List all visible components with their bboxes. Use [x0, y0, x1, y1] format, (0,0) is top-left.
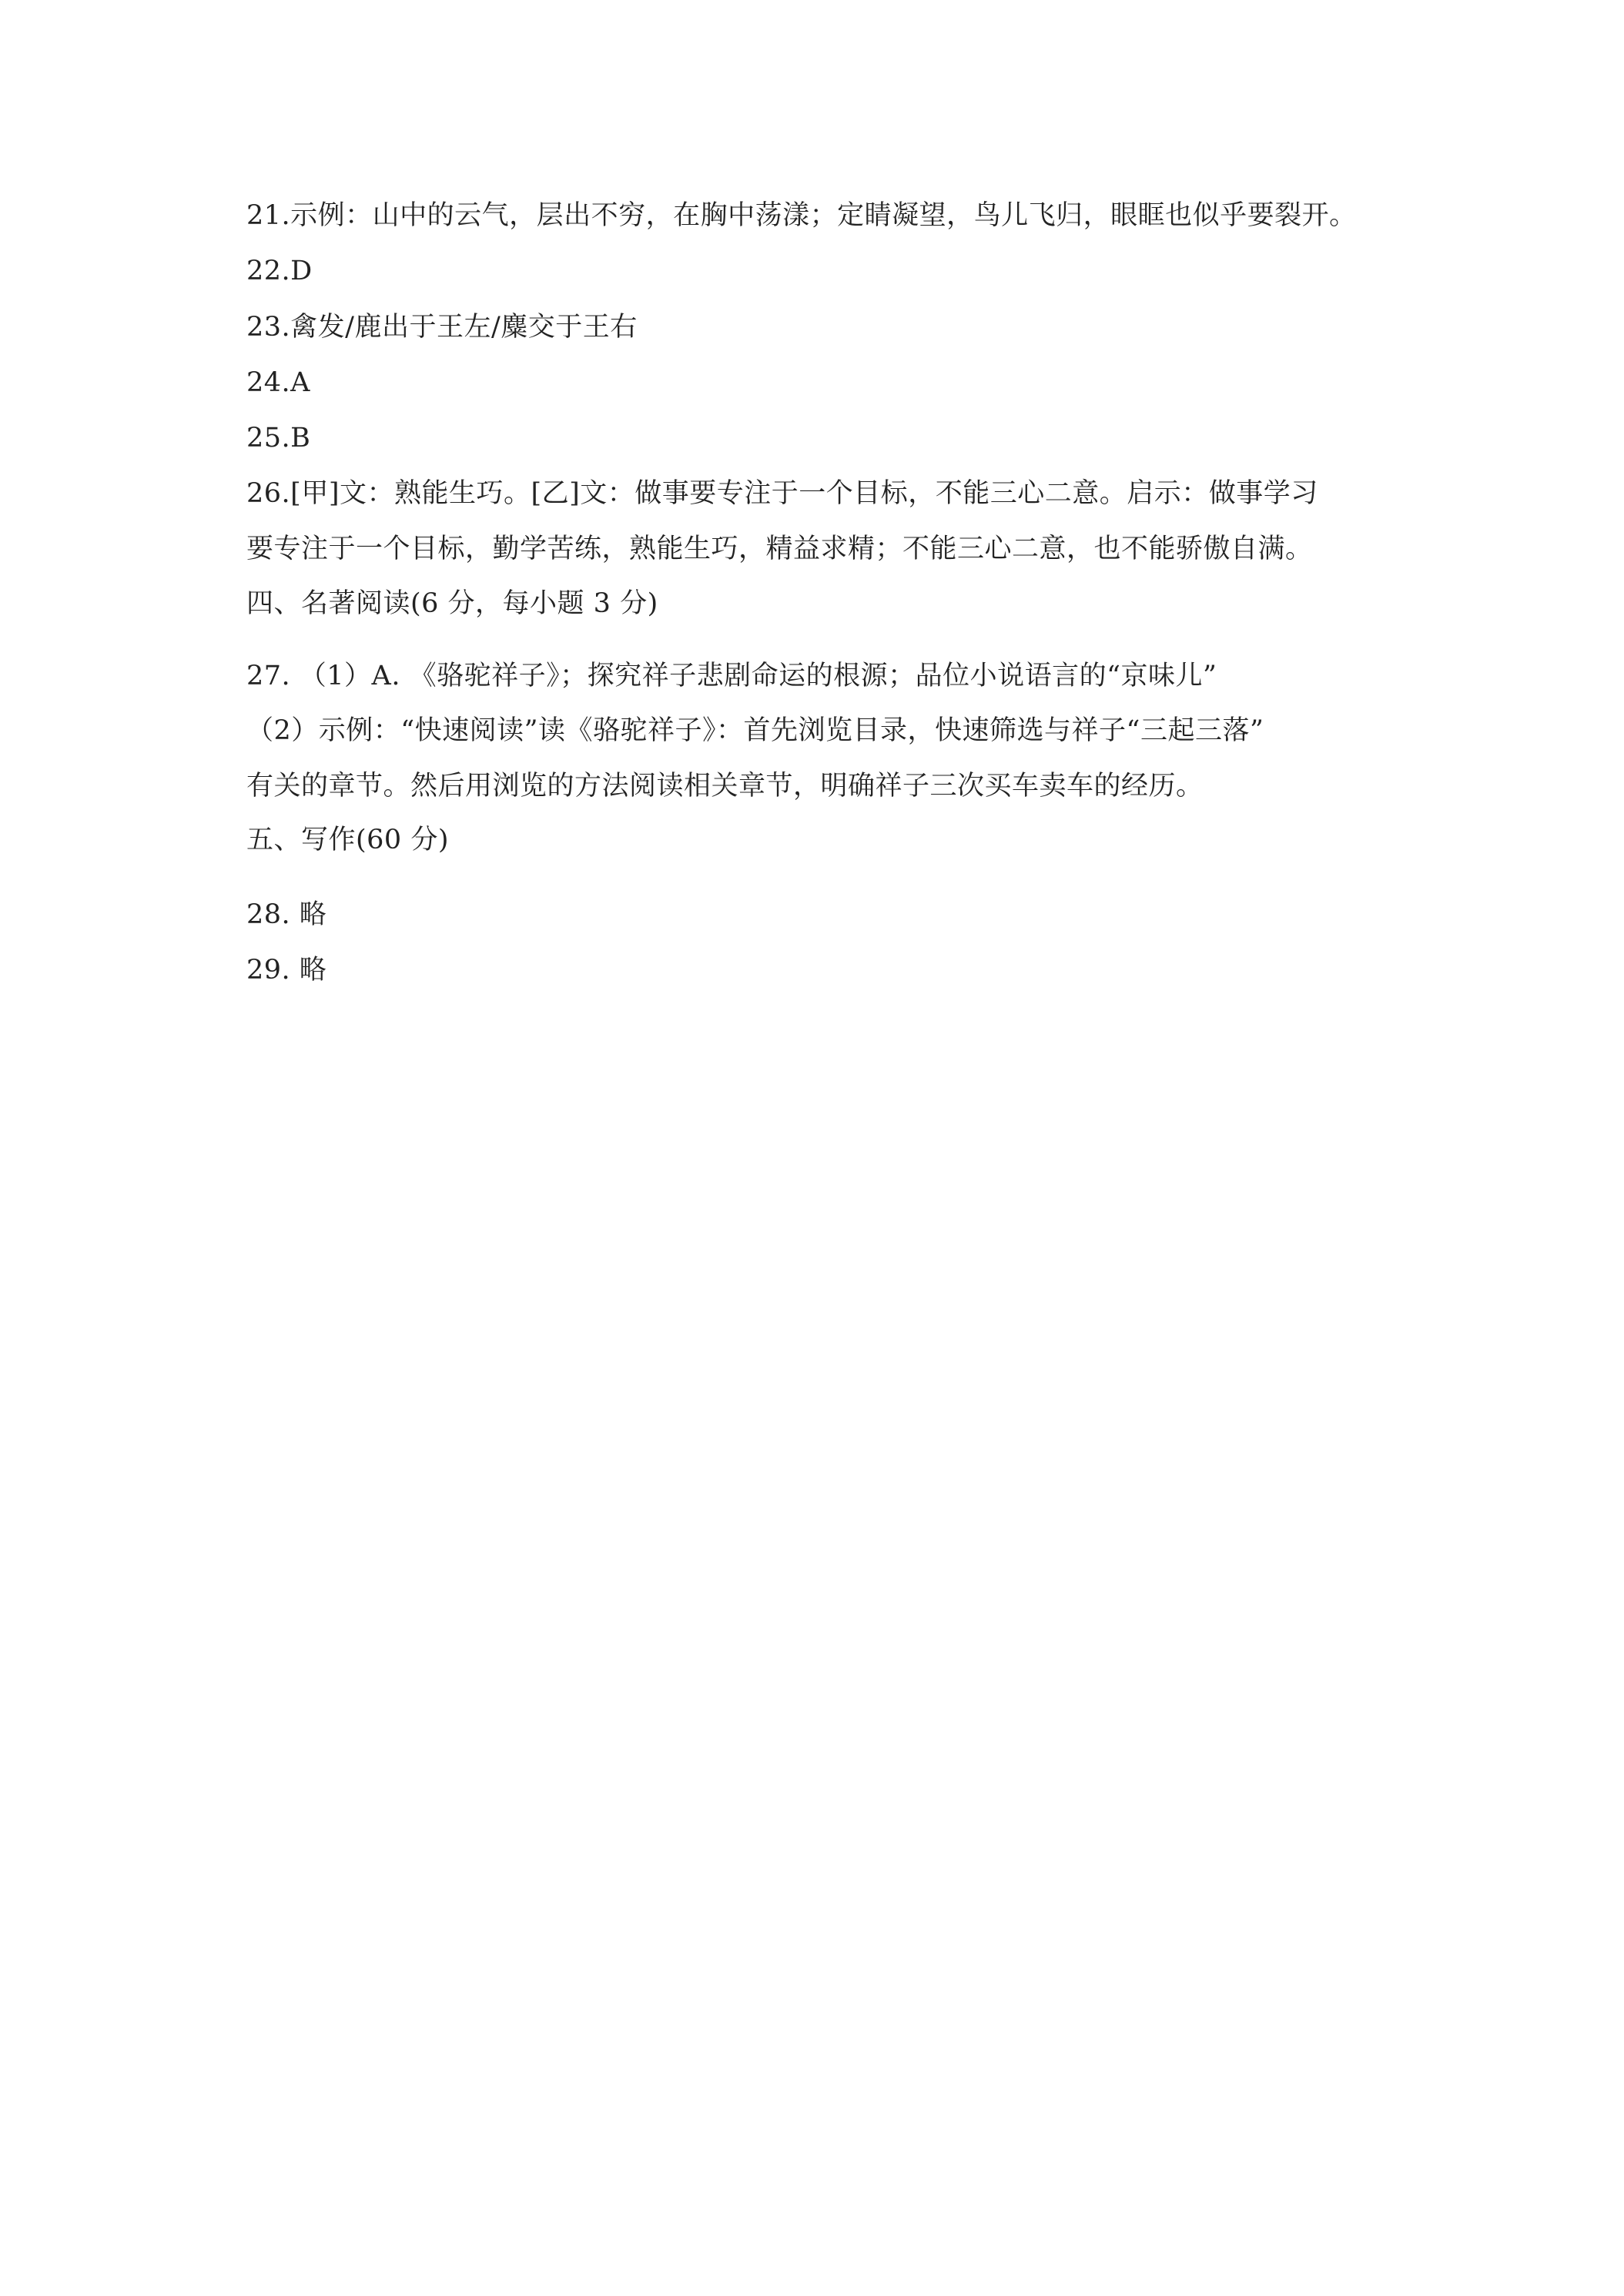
answer-26-line-2: 要专注于一个目标，勤学苦练，熟能生巧，精益求精；不能三心二意，也不能骄傲自满。 [246, 534, 1313, 564]
answer-28: 28. 略 [246, 899, 327, 930]
answer-23: 23.禽发/鹿出于王左/麋交于王右 [246, 312, 638, 343]
answer-25: 25.B [246, 423, 311, 454]
section-4-heading: 四、名著阅读(6 分，每小题 3 分) [246, 588, 658, 619]
answer-27-part-1: 27. （1）A. 《骆驼祥子》；探究祥子悲剧命运的根源；品位小说语言的“京味儿” [246, 661, 1217, 691]
answer-22: 22.D [246, 256, 313, 286]
section-5-heading: 五、写作(60 分) [246, 825, 449, 855]
answer-26-line-1: 26.[甲]文：熟能生巧。[乙]文：做事要专注于一个目标，不能三心二意。启示：做事学习 [246, 478, 1318, 509]
answer-21: 21.示例：山中的云气，层出不穷，在胸中荡漾；定睛凝望，鸟儿飞归，眼眶也似乎要裂开。 [246, 200, 1357, 231]
answer-27-part-2-line-2: 有关的章节。然后用浏览的方法阅读相关章节，明确祥子三次买车卖车的经历。 [246, 771, 1204, 802]
answer-27-part-2-line-1: （2）示例：“快速阅读”读《骆驼祥子》：首先浏览目录，快速筛选与祥子“三起三落” [246, 715, 1264, 746]
answer-29: 29. 略 [246, 955, 327, 986]
answer-24: 24.A [246, 367, 310, 398]
